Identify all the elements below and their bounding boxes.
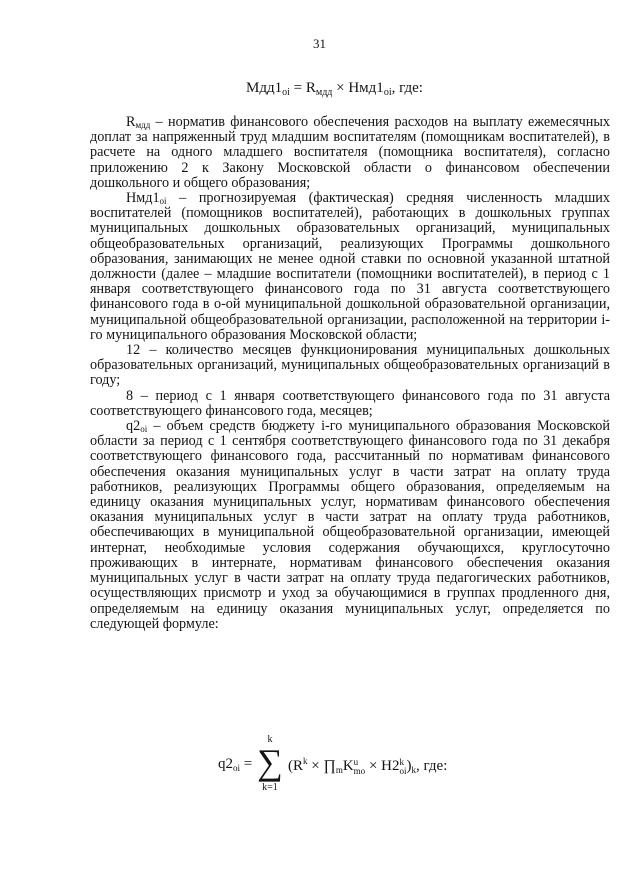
paragraph-8-months: 8 – период с 1 января соответствующего финансового года по 31 августа соответствующего финансового года, месяцев; bbox=[90, 387, 610, 419]
paragraph-q2: $q2_{oi}$ – объем средств бюджету i-го муниципального образования Московской области за период с 1 сентября соответствующего финансового года по 31 декабря соответствующего финансового года, рассчитанный по нормативам финансового обеспечения оказания муниципальных услуг в части затрат на оплату труда работников, реализующих Программы общего образования, определяемым на единицу оказания муниципальных услуг, нормативам финансового обеспечения оказания муниципальных услуг в части затрат на оплату труда работников, обеспечивающих в муниципальной общеобразовательной организации, имеющей интернат, необходимые условия содержания обучающихся, круглосуточно проживающих в интернате, нормативам финансового обеспечения оказания муниципальных услуг в части затрат на оплату труда педагогических работников, осуществляющих присмотр и уход за обучающимися в группах продленного дня, определяемым на единицу оказания муниципальных услуг, определяется по следующей формуле: bbox=[90, 418, 610, 632]
formula-q2-lhs: $q2_{oi}$ = bbox=[218, 756, 253, 773]
summation-symbol: k ∑ k=1 bbox=[257, 734, 283, 793]
paragraph-nmd1: $Нмд1_{oi}$ – прогнозируемая (фактическая) средняя численность младших воспитателей (помощников воспитателей), работающих в дошкольных группах муниципальных дошкольных образовательных организаций, муниципальных общеобразовательных организаций, реализующих Программы дошкольного образования, занимающих не менее одной ставки по основной указанной штатной должности (далее – младшие воспитатели (помощники воспитателей), в период с 1 января соответствующего финансового года по 31 августа соответствующего финансового года в о-ой муниципальной дошкольной образовательной организации, муниципальной общеобразовательной организации, расположенной на территории i-го муниципального образования Московской области; bbox=[90, 190, 610, 343]
paragraph-r-mdd: $R_{мдд}$ – норматив финансового обеспечения расходов на выплату ежемесячных доплат за напряженный труд младшим воспитателям (помощникам воспитателей), в расчете на одного младшего воспитателя (помощника воспитателя), согласно приложению 2 к Закону Московской области о финансовом обеспечении дошкольного и общего образования; bbox=[90, 114, 610, 191]
formula-mdd1: $Мдд1_{oi} = R_{мдд} \times Нмд1_{oi}$, где: bbox=[246, 80, 423, 98]
document-body bbox=[90, 115, 610, 632]
paragraph-12-months: 12 – количество месяцев функционирования муниципальных дошкольных образовательных организаций, муниципальных общеобразовательных организаций в году; bbox=[90, 342, 610, 389]
formula-q2-rhs: ($R^k$ × $\prod_mKu$ mo × Н2k $oi)_k$, где: bbox=[288, 756, 448, 776]
page-number: 31 bbox=[313, 36, 326, 51]
